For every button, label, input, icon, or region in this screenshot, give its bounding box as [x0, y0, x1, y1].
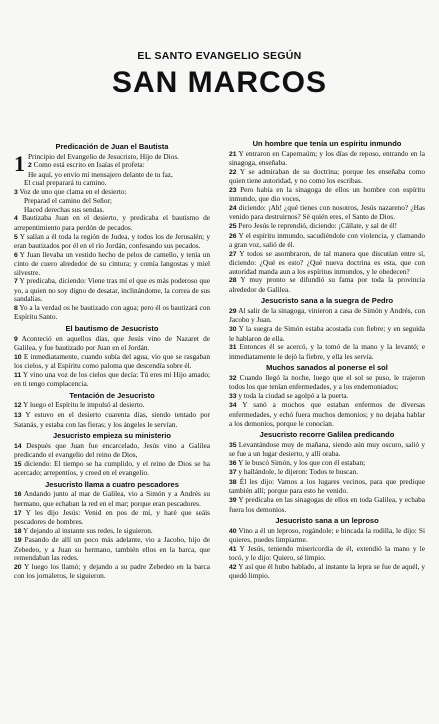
verse — [229, 276, 425, 294]
verse — [229, 496, 425, 514]
verse — [229, 343, 425, 361]
verse-text: Como está escrito en Isaías el profeta: — [33, 160, 145, 170]
verse-number: 23 — [229, 186, 237, 194]
verse-text: Y salían a él toda la región de Judea, y todos los de Jerusalén; y eran bautizados por él en el río Jordán, confesando sus pecados. — [14, 231, 211, 251]
verse-text: Y luego los llamó; y dejando a su padre Zebedeo en la barca con los jornaleros, le siguieron. — [14, 561, 210, 581]
verse-number: 32 — [229, 374, 237, 382]
verse-text: Entonces él se acercó, y la tomó de la mano y la levantó; e inmediatamente le dejó la fiebre, y ella les servía. — [229, 342, 425, 361]
verse — [14, 490, 210, 508]
verse-number: 41 — [229, 545, 237, 553]
verse-number: 17 — [14, 509, 22, 517]
verse — [14, 563, 210, 581]
verse-number: 25 — [229, 222, 237, 230]
verse-text: Principio del Evangelio de Jesucristo, Hijo de Dios. — [28, 151, 179, 161]
verse-text: Y Jesús, teniendo misericordia de él, extendió la mano y le tocó, y le dijo: Quiero, sé limpio. — [229, 543, 425, 563]
verse-text: Y luego el Espíritu le impulsó al desierto. — [23, 400, 145, 410]
verse-text: Y vino una voz de los cielos que decía: Tú eres mi Hijo amado; en ti tengo complacencia. — [14, 369, 210, 389]
verse-text: E inmediatamente, cuando subía del agua, vio que se rasgaban los cielos, y al Espíritu como paloma que descendía sobre él. — [14, 351, 211, 371]
verse-text: Pero Jesús le reprendió, diciendo: ¡Cállate, y sal de él! — [238, 220, 398, 230]
left-column — [14, 140, 210, 581]
verse-number: 29 — [229, 307, 237, 315]
verse-text: Al salir de la sinagoga, vinieron a casa de Simón y Andrés, con Jacobo y Juan. — [229, 305, 425, 325]
verse — [229, 325, 425, 343]
verse-number: 30 — [229, 326, 237, 334]
verse-text: Y le buscó Simón, y los que con él estaban; — [238, 457, 366, 467]
verse — [14, 353, 210, 371]
verse-text: Y les dijo Jesús: Venid en pos de mí, y haré que seáis pescadores de hombres. — [14, 507, 210, 527]
verse — [14, 233, 210, 251]
verse-number: 33 — [229, 392, 237, 400]
verse-text: Vino a él un leproso, rogándole; e hincada la rodilla, le dijo: Si quieres, puedes limpiarme. — [229, 525, 425, 545]
section-heading: Muchos sanados al ponerse el sol — [266, 363, 388, 373]
verse-number: 7 — [14, 278, 18, 286]
verse-number: 10 — [14, 353, 22, 361]
verse — [229, 307, 425, 325]
verse-number: 20 — [14, 563, 22, 571]
verse-number: 18 — [14, 527, 22, 535]
verse-number: 27 — [229, 250, 237, 258]
verse — [14, 304, 210, 322]
verse-text: Y la suegra de Simón estaba acostada con fiebre; y en seguida le hablaron de ella. — [229, 324, 425, 343]
verse-number: 12 — [14, 402, 22, 410]
section-heading: Jesucristo recorre Galilea predicando — [259, 430, 395, 440]
verse-number: 3 — [14, 188, 18, 196]
section-heading: Jesucristo empieza su ministerio — [53, 431, 171, 441]
verse-number: 39 — [229, 496, 237, 504]
verse-number: 8 — [14, 304, 18, 312]
verse-text: Levantándose muy de mañana, siendo aún muy oscuro, salió y se fue a un lugar desierto, y allí oraba. — [229, 439, 425, 459]
verse-text: Pero había en la sinagoga de ellos un hombre con espíritu inmundo, que dio voces, — [229, 184, 425, 204]
verse — [14, 411, 210, 429]
verse-text: Y todos se asombraron, de tal manera que discutían entre sí, diciendo: ¿Qué es esto? ¿Qué nueva doctrina es esta, que con autoridad manda aun a los espíritus inmundos, y le obedecen? — [229, 248, 425, 276]
verse-text: Después que Juan fue encarcelado, Jesús vino a Galilea predicando el evangelio del reino de Dios, — [14, 440, 211, 460]
verse-text: Y el espíritu inmundo, sacudiéndole con violencia, y clamando a gran voz, salió de él. — [229, 230, 425, 250]
verse — [229, 204, 425, 222]
verse-number: 21 — [229, 150, 237, 158]
verse — [229, 374, 425, 392]
verse-text: Pasando de allí un poco más adelante, vio a Jacobo, hijo de Zebedeo, y a Juan su hermano, también ellos en la barca, que remendaban las redes. — [14, 535, 210, 563]
verse-number: 5 — [14, 233, 18, 241]
verse-text: Y se admiraban de su doctrina; porque les enseñaba como quien tiene autoridad, y no como los escribas. — [229, 166, 425, 186]
verse-text: El cual preparará tu camino. — [24, 178, 107, 188]
verse-text: Yo a la verdad os he bautizado con agua; pero él os bautizará con Espíritu Santo. — [14, 302, 210, 322]
section-heading: Predicación de Juan el Bautista — [55, 142, 169, 151]
verse-text: Preparad el camino del Señor; — [24, 196, 112, 206]
verse — [229, 232, 425, 250]
verse — [14, 442, 210, 460]
verse-text: Cuando llegó la noche, luego que el sol se puso, le trajeron todos los que tenían enfermedades, y a los endemoniados; — [229, 372, 425, 392]
verse-text: y hallándole, le dijeron: Todos te buscan. — [238, 467, 359, 477]
verse — [229, 478, 425, 496]
verse-number: 6 — [14, 251, 18, 259]
verse — [14, 277, 210, 304]
verse-text: Aconteció en aquellos días, que Jesús vino de Nazaret de Galilea, y fue bautizado por Juan en el Jordán. — [14, 333, 211, 353]
section-heading: Jesucristo sana a un leproso — [275, 516, 379, 526]
verse-number: 28 — [229, 277, 237, 285]
verse-number: 19 — [14, 537, 22, 545]
verse-text: Y estuvo en el desierto cuarenta días, siendo tentado por Satanás, y estaba con las fieras; y los ángeles le servían. — [14, 410, 211, 429]
verse-number: 22 — [229, 168, 237, 176]
verse-number: 37 — [229, 469, 237, 477]
page-header — [0, 50, 439, 100]
right-column — [229, 137, 425, 581]
verse-number: 34 — [229, 402, 237, 410]
verse — [14, 214, 210, 232]
verse-text: He aquí, yo envío mi mensajero delante de tu faz, — [28, 169, 173, 179]
verse-number: 36 — [229, 459, 237, 467]
verse-text: Y predicaba, diciendo: Viene tras mí el que es más poderoso que yo, a quien no soy digno de desatar, inclinándome, la correa de sus sandalias. — [14, 276, 210, 304]
verse — [14, 371, 210, 389]
verse — [229, 527, 425, 545]
verse-number: 2 — [28, 162, 32, 170]
verse — [229, 168, 425, 186]
verse-text: Haced derechas sus sendas. — [24, 204, 105, 214]
verse-number: 42 — [229, 563, 237, 571]
verse-text: Y sanó a muchos que estaban enfermos de diversas enfermedades, y echó fuera muchos demonios; y no dejaba hablar a los demonios, porque le conocían. — [229, 400, 425, 428]
book-title: SAN MARCOS — [111, 66, 327, 99]
verse-number: 4 — [14, 215, 18, 223]
verse-text: y toda la ciudad se agolpó a la puerta. — [238, 390, 349, 400]
verse — [14, 536, 210, 563]
verse-number: 16 — [14, 491, 22, 499]
verse-text: Él les dijo: Vamos a los lugares vecinos, para que predique también allí; porque para esto he venido. — [229, 476, 425, 496]
verse-text: diciendo: ¡Ah! ¿qué tienes con nosotros, Jesús nazareno? ¿Has venido para destruirnos? Sé quién eres, el Santo de Dios. — [229, 202, 425, 222]
verse — [14, 251, 210, 278]
book-subtitle: EL SANTO EVANGELIO SEGÚN — [137, 50, 302, 62]
verse-number: 11 — [14, 371, 22, 379]
verse-number: 26 — [229, 232, 237, 240]
verse — [14, 509, 210, 527]
verse-number: 9 — [14, 335, 18, 343]
verse — [229, 186, 425, 204]
section-heading: Jesucristo sana a la suegra de Pedro — [260, 296, 394, 306]
chapter-number: 1 — [14, 150, 25, 176]
section-heading: Jesucristo llama a cuatro pescadores — [45, 479, 179, 489]
verse — [229, 401, 425, 428]
verse-number: 24 — [229, 204, 237, 212]
verse — [229, 545, 425, 563]
verse-number: 15 — [14, 460, 22, 468]
verse-text: Y dejando al instante sus redes, le siguieron. — [23, 525, 153, 535]
verse-text: Andando junto al mar de Galilea, vio a Simón y a Andrés su hermano, que echaban la red en el mar; porque eran pescadores. — [14, 489, 211, 509]
verse-number: 40 — [229, 527, 237, 535]
verse-text: Voz de uno que clama en el desierto: — [19, 186, 127, 196]
verse-text: diciendo: El tiempo se ha cumplido, y el reino de Dios se ha acercado; arrepentíos, y creed en el evangelio. — [14, 458, 210, 478]
verse — [229, 441, 425, 459]
verse — [229, 563, 425, 581]
section-heading: Un hombre que tenía un espíritu inmundo — [252, 139, 402, 148]
verse — [14, 335, 210, 353]
verse-text: Y entraron en Capernaúm; y los días de reposo, entrando en la sinagoga, enseñaba. — [229, 148, 425, 168]
verse — [229, 250, 425, 277]
section-heading: Tentación de Jesucristo — [69, 390, 155, 400]
verse — [14, 460, 210, 478]
verse-text: Y así que él hubo hablado, al instante la lepra se fue de aquél, y quedó limpio. — [229, 561, 425, 581]
verse — [229, 150, 425, 168]
verse-text: Y Juan llevaba un vestido hecho de pelos de camello, y tenía un cinto de cuero alrededor de su cintura; y comía langostas y miel silvestre. — [14, 249, 210, 277]
verse-number: 35 — [229, 441, 237, 449]
verse-number: 38 — [229, 478, 237, 486]
verse-number: 13 — [14, 412, 22, 419]
verse-number: 14 — [14, 442, 22, 450]
verse-text: Y muy pronto se difundió su fama por toda la provincia alrededor de Galilea. — [229, 275, 425, 294]
section-heading: El bautismo de Jesucristo — [65, 323, 159, 333]
verse-text: Bautizaba Juan en el desierto, y predicaba el bautismo de arrepentimiento para perdón de pecados. — [14, 213, 210, 232]
verse-number: 31 — [229, 344, 237, 352]
verse-text: Y predicaba en las sinagogas de ellos en toda Galilea, y echaba fuera los demonios. — [229, 494, 425, 514]
